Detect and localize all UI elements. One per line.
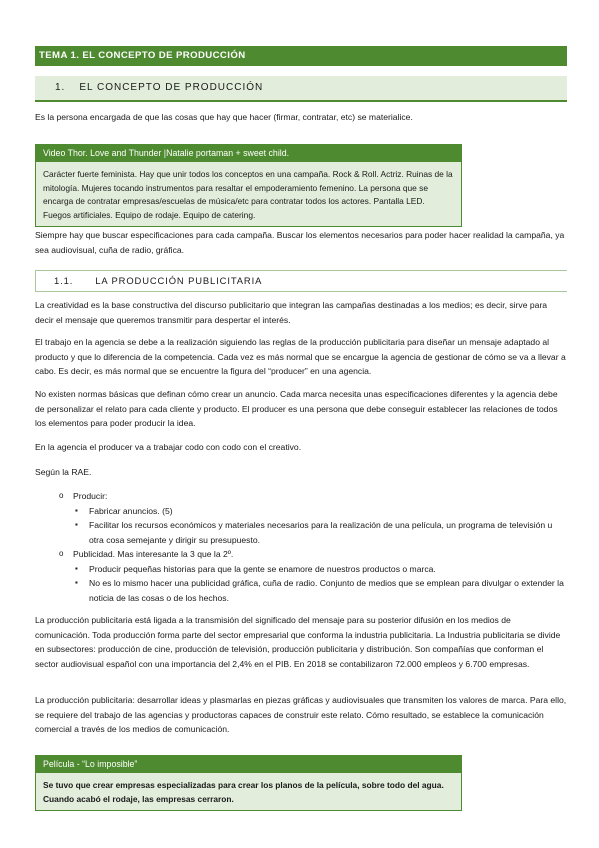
ideas-paragraph: La producción publicitaria: desarrollar ideas y plasmarlas en piezas gráficas y audiovisuales que transmiten los valores de marca. Para ello, se requiere del trabajo de las agencias y productoras capaces de construir este relato. Cómo resultado, se establece la comunicación comercial a través de los medios de comunicación. [35, 695, 567, 734]
section-title: EL CONCEPTO DE PRODUCCIÓN [79, 82, 264, 93]
norms-paragraph: No existen normas básicas que definan cómo crear un anuncio. Cada marca necesita unas especificaciones diferentes y la agencia debe de personalizar el relato para cada cliente y producto. El producer es una persona que debe conseguir establecer las relaciones de todos los elementos para poder producir la idea. [35, 389, 558, 428]
video-note-box [35, 144, 462, 227]
video-note-body: Carácter fuerte feminista. Hay que unir todos los conceptos en una campaña. Rock & Roll. Actriz. Ruinas de la mitología. Mujeres tocando instrumentos para resaltar el empoderamiento femenino. La persona que se encarga de contratar empresas/escuelas de música/etc para contratar todos los actores. Pantalla LED. Fuegos artificiales. Equipo de rodaje. Equipo de catering. [43, 169, 453, 220]
film-note-body: Se tuvo que crear empresas especializadas para crear los planos de la película, sobre todo del agua. Cuando acabó el rodaje, las empresas cerraron. [43, 780, 444, 804]
definition-list [59, 489, 569, 605]
list-item: o Publicidad. Mas interesante la 3 que la 2º. ▪ Producir pequeñas historias para que la gente se enamore de nuestros productos o marca. ▪ No es lo mismo hacer una publicidad gráfica, cuña de radio. Conjunto de medios que se emplean para divulgar o extender la noticia de las cosas o de los hechos. [59, 547, 569, 605]
section-heading-1 [35, 76, 567, 102]
intro-paragraph: Es la persona encargada de que las cosas que hay que hacer (firmar, contratar, etc) se materialice. [35, 112, 413, 122]
creativity-paragraph: La creatividad es la base constructiva del discurso publicitario que integran las campañas destinadas a los medios; es decir, sirve para decir el mensaje que queremos transmitir para despertar el interés. [35, 300, 548, 325]
rae-paragraph: Según la RAE. [35, 467, 92, 477]
document-title: TEMA 1. EL CONCEPTO DE PRODUCCIÓN [35, 46, 567, 66]
publicidad-sublist [59, 562, 569, 606]
film-note-header: Película - “Lo imposible” [36, 756, 461, 773]
section-heading-1-1 [35, 270, 567, 292]
list-item: ▪ No es lo mismo hacer una publicidad gráfica, cuña de radio. Conjunto de medios que se emplean para divulgar o extender la noticia de las cosas o de los hechos. [59, 576, 569, 605]
section-number: 1. [55, 82, 66, 93]
list-item: ▪ Fabricar anuncios. (5) [59, 504, 569, 519]
video-note-header: Video Thor. Love and Thunder |Natalie portaman + sweet child. [36, 145, 461, 162]
specifications-paragraph: Siempre hay que buscar especificaciones para cada campaña. Buscar los elementos necesarios para poder hacer realidad la campaña, ya sea audiovisual, cuña de radio, gráfica. [35, 230, 565, 255]
list-item: o Producir: ▪ Fabricar anuncios. (5) ▪ Facilitar los recursos económicos y materiales necesarios para la realización de una película, un programa de televisión u otra cosa semejante y dirigir su presupuesto. [59, 489, 569, 547]
industry-paragraph: La producción publicitaria está ligada a la transmisión del significado del mensaje para su posterior difusión en los medios de comunicación. Toda producción forma parte del sector empresarial que conforma la industria publicitaria. La Industria publicitaria se divide en subsectores: producción de cine, producción de televisión, producción publicitaria y distribución. Son compañías que conforman el sector audiovisual español con una importancia del 2,4% en el PIB. En 2018 se contabilizaron 72.000 empleos y 6.700 empresas. [35, 615, 561, 669]
producir-sublist [59, 504, 569, 548]
agency-paragraph: El trabajo en la agencia se debe a la realización siguiendo las reglas de la producción publicitaria para diseñar un mensaje adaptado al producto y que lo diferencia de la competencia. Cada vez es más normal que se encargue la agencia de gestionar de cómo se va a llevar a cabo. Es decir, es más normal que se encuentre la figura del “producer” en una agencia. [35, 337, 566, 376]
list-item: ▪ Facilitar los recursos económicos y materiales necesarios para la realización de una película, un programa de televisión u otra cosa semejante y dirigir su presupuesto. [59, 518, 569, 547]
list-item: ▪ Producir pequeñas historias para que la gente se enamore de nuestros productos o marca. [59, 562, 569, 577]
subsection-number: 1.1. [54, 275, 74, 286]
film-note-box [35, 755, 462, 811]
subsection-title: LA PRODUCCIÓN PUBLICITARIA [95, 275, 263, 286]
producer-paragraph: En la agencia el producer va a trabajar codo con codo con el creativo. [35, 442, 302, 452]
